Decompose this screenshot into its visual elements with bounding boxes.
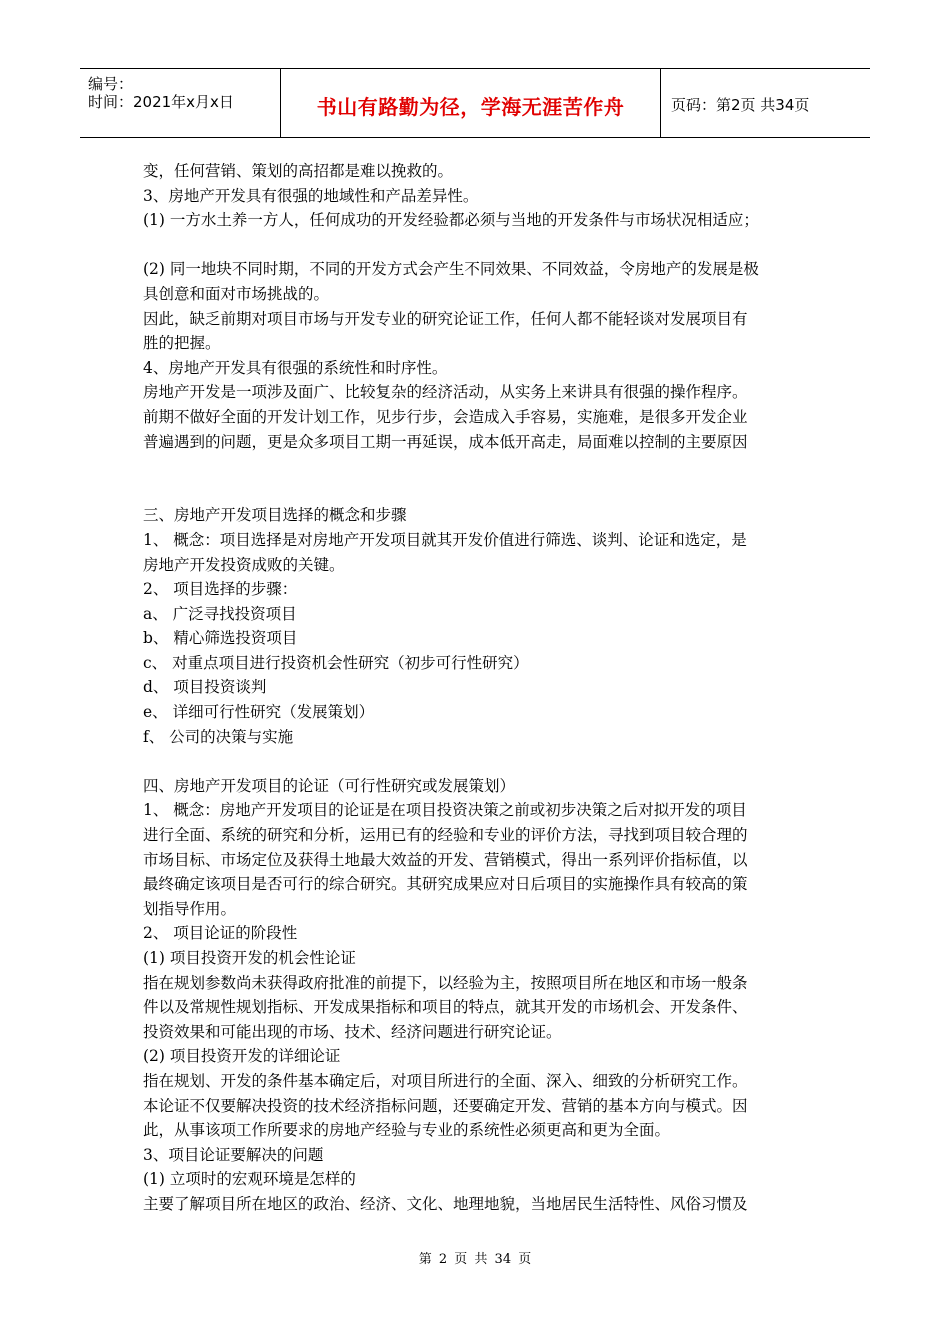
text-line: e、 详细可行性研究（发展策划） bbox=[143, 703, 375, 722]
text-line: 最终确定该项目是否可行的综合研究。其研究成果应对日后项目的实施操作具有较高的策 bbox=[143, 875, 748, 894]
text-line: 1、 概念：房地产开发项目的论证是在项目投资决策之前或初步决策之后对拟开发的项目 bbox=[143, 801, 747, 820]
text-line: 4、房地产开发具有很强的系统性和时序性。 bbox=[143, 358, 448, 377]
blank-line bbox=[143, 233, 808, 258]
text-line: 指在规划、开发的条件基本确定后，对项目所进行的全面、深入、细致的分析研究工作。 bbox=[143, 1071, 748, 1090]
document-code-label: 编号： bbox=[88, 75, 134, 93]
text-line: 变，任何营销、策划的高招都是难以挽救的。 bbox=[143, 162, 454, 180]
document-body bbox=[143, 159, 808, 1217]
text-line: 前期不做好全面的开发计划工作，见步行步，会造成入手容易，实施难，是很多开发企业 bbox=[143, 407, 748, 426]
text-line: (2) 项目投资开发的详细论证 bbox=[143, 1047, 341, 1066]
text-line: 具创意和面对市场挑战的。 bbox=[143, 284, 330, 303]
text-line: 3、房地产开发具有很强的地域性和产品差异性。 bbox=[143, 186, 479, 205]
text-line: 胜的把握。 bbox=[143, 334, 221, 353]
text-line: c、 对重点项目进行投资机会性研究（初步可行性研究） bbox=[143, 653, 529, 672]
text-line: 1、 概念：项目选择是对房地产开发项目就其开发价值进行筛选、谈判、论证和选定，是 bbox=[143, 530, 747, 549]
document-time-label: 时间：2021年x月x日 bbox=[88, 93, 234, 111]
text-line: 普遍遇到的问题，更是众多项目工期一再延误，成本低开高走，局面难以控制的主要原因 bbox=[143, 432, 748, 451]
text-line: 指在规划参数尚未获得政府批准的前提下，以经验为主，按照项目所在地区和市场一般条 bbox=[143, 973, 748, 992]
text-line: (1) 一方水土养一方人，任何成功的开发经验都必须与当地的开发条件与市场状况相适应； bbox=[143, 211, 759, 230]
text-line: 件以及常规性规划指标、开发成果指标和项目的特点，就其开发的市场机会、开发条件、 bbox=[143, 998, 748, 1017]
text-line: 2、 项目论证的阶段性 bbox=[143, 924, 298, 943]
page-footer: 第 2 页 共 34 页 bbox=[418, 1252, 532, 1267]
header-info-cell bbox=[80, 69, 281, 137]
text-line: d、 项目投资谈判 bbox=[143, 678, 267, 697]
text-line: a、 广泛寻找投资项目 bbox=[143, 604, 297, 623]
blank-line bbox=[143, 749, 808, 774]
header-page-number: 页码：第2页 共34页 bbox=[671, 96, 810, 114]
text-line: f、 公司的决策与实施 bbox=[143, 727, 294, 746]
page-header bbox=[80, 68, 870, 138]
text-line: 进行全面、系统的研究和分析，运用已有的经验和专业的评价方法，寻找到项目较合理的 bbox=[143, 826, 748, 845]
text-line: (2) 同一地块不同时期，不同的开发方式会产生不同效果、不同效益，令房地产的发展是极 bbox=[143, 260, 759, 279]
text-line: 四、房地产开发项目的论证（可行性研究或发展策划） bbox=[143, 776, 516, 795]
text-line: (1) 项目投资开发的机会性论证 bbox=[143, 949, 356, 967]
text-line: 划指导作用。 bbox=[143, 899, 237, 918]
text-line: 三、房地产开发项目选择的概念和步骤 bbox=[143, 506, 407, 525]
text-line: 房地产开发投资成败的关键。 bbox=[143, 555, 345, 574]
text-line: 此，从事该项工作所要求的房地产经验与专业的系统性必须更高和更为全面。 bbox=[143, 1121, 671, 1140]
header-page-cell bbox=[661, 69, 870, 137]
text-line: 市场目标、市场定位及获得土地最大效益的开发、营销模式，得出一系列评价指标值，以 bbox=[143, 850, 748, 869]
text-line: 本论证不仅要解决投资的技术经济指标问题，还要确定开发、营销的基本方向与模式。因 bbox=[143, 1096, 748, 1115]
text-line: b、 精心筛选投资项目 bbox=[143, 629, 298, 648]
text-line: 主要了解项目所在地区的政治、经济、文化、地理地貌，当地居民生活特性、风俗习惯及 bbox=[143, 1194, 748, 1213]
text-line: 3、项目论证要解决的问题 bbox=[143, 1145, 324, 1164]
text-line: (1) 立项时的宏观环境是怎样的 bbox=[143, 1170, 356, 1189]
text-line: 2、 项目选择的步骤： bbox=[143, 580, 298, 599]
blank-line bbox=[143, 479, 808, 504]
header-motto: 书山有路勤为径，学海无涯苦作舟 bbox=[316, 95, 625, 119]
text-line: 房地产开发是一项涉及面广、比较复杂的经济活动，从实务上来讲具有很强的操作程序。 bbox=[143, 383, 748, 402]
text-line: 因此，缺乏前期对项目市场与开发专业的研究论证工作，任何人都不能轻谈对发展项目有 bbox=[143, 309, 748, 328]
text-line: 投资效果和可能出现的市场、技术、经济问题进行研究论证。 bbox=[143, 1022, 562, 1041]
blank-line bbox=[143, 454, 808, 479]
header-motto-cell bbox=[281, 69, 661, 137]
